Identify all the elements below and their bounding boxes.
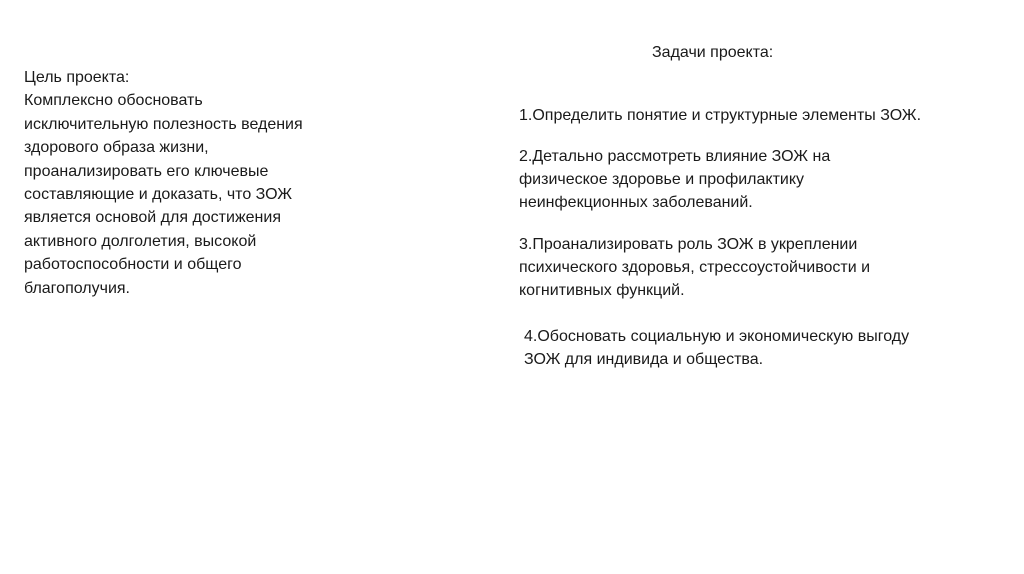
task-line: неинфекционных заболеваний. [519, 194, 753, 211]
goal-text-line: здорового образа жизни, [24, 139, 209, 157]
goal-text-line: проанализировать его ключевые [24, 162, 269, 180]
goal-text-line: активного долголетия, высокой [24, 232, 257, 250]
task-item-4 [524, 325, 909, 371]
goal-text-line: исключительную полезность ведения [24, 115, 303, 133]
task-line: 3.Проанализировать роль ЗОЖ в укреплении [519, 236, 858, 253]
task-line: 1.Определить понятие и структурные элементы ЗОЖ. [519, 107, 922, 124]
task-item-3 [519, 233, 870, 302]
task-line: когнитивных функций. [519, 282, 685, 299]
task-item-1 [519, 104, 921, 127]
task-line: 4.Обосновать социальную и экономическую выгоду [524, 328, 910, 345]
goal-heading: Цель проекта: [24, 69, 130, 86]
goal-text-line: благополучия. [24, 279, 130, 297]
task-line: физическое здоровье и профилактику [519, 171, 805, 188]
project-goal-block [24, 66, 354, 300]
task-line: ЗОЖ для индивида и общества. [524, 351, 764, 368]
goal-text-line: составляющие и доказать, что ЗОЖ [24, 186, 293, 204]
tasks-heading: Задачи проекта: [652, 44, 774, 61]
goal-text-line: работоспособности и общего [24, 256, 242, 274]
task-item-2 [519, 145, 830, 214]
goal-text-line: Комплексно обосновать [24, 92, 203, 110]
task-line: психического здоровья, стрессоустойчивости и [519, 259, 871, 276]
goal-text-line: является основой для достижения [24, 209, 281, 227]
task-line: 2.Детально рассмотреть влияние ЗОЖ на [519, 148, 831, 165]
